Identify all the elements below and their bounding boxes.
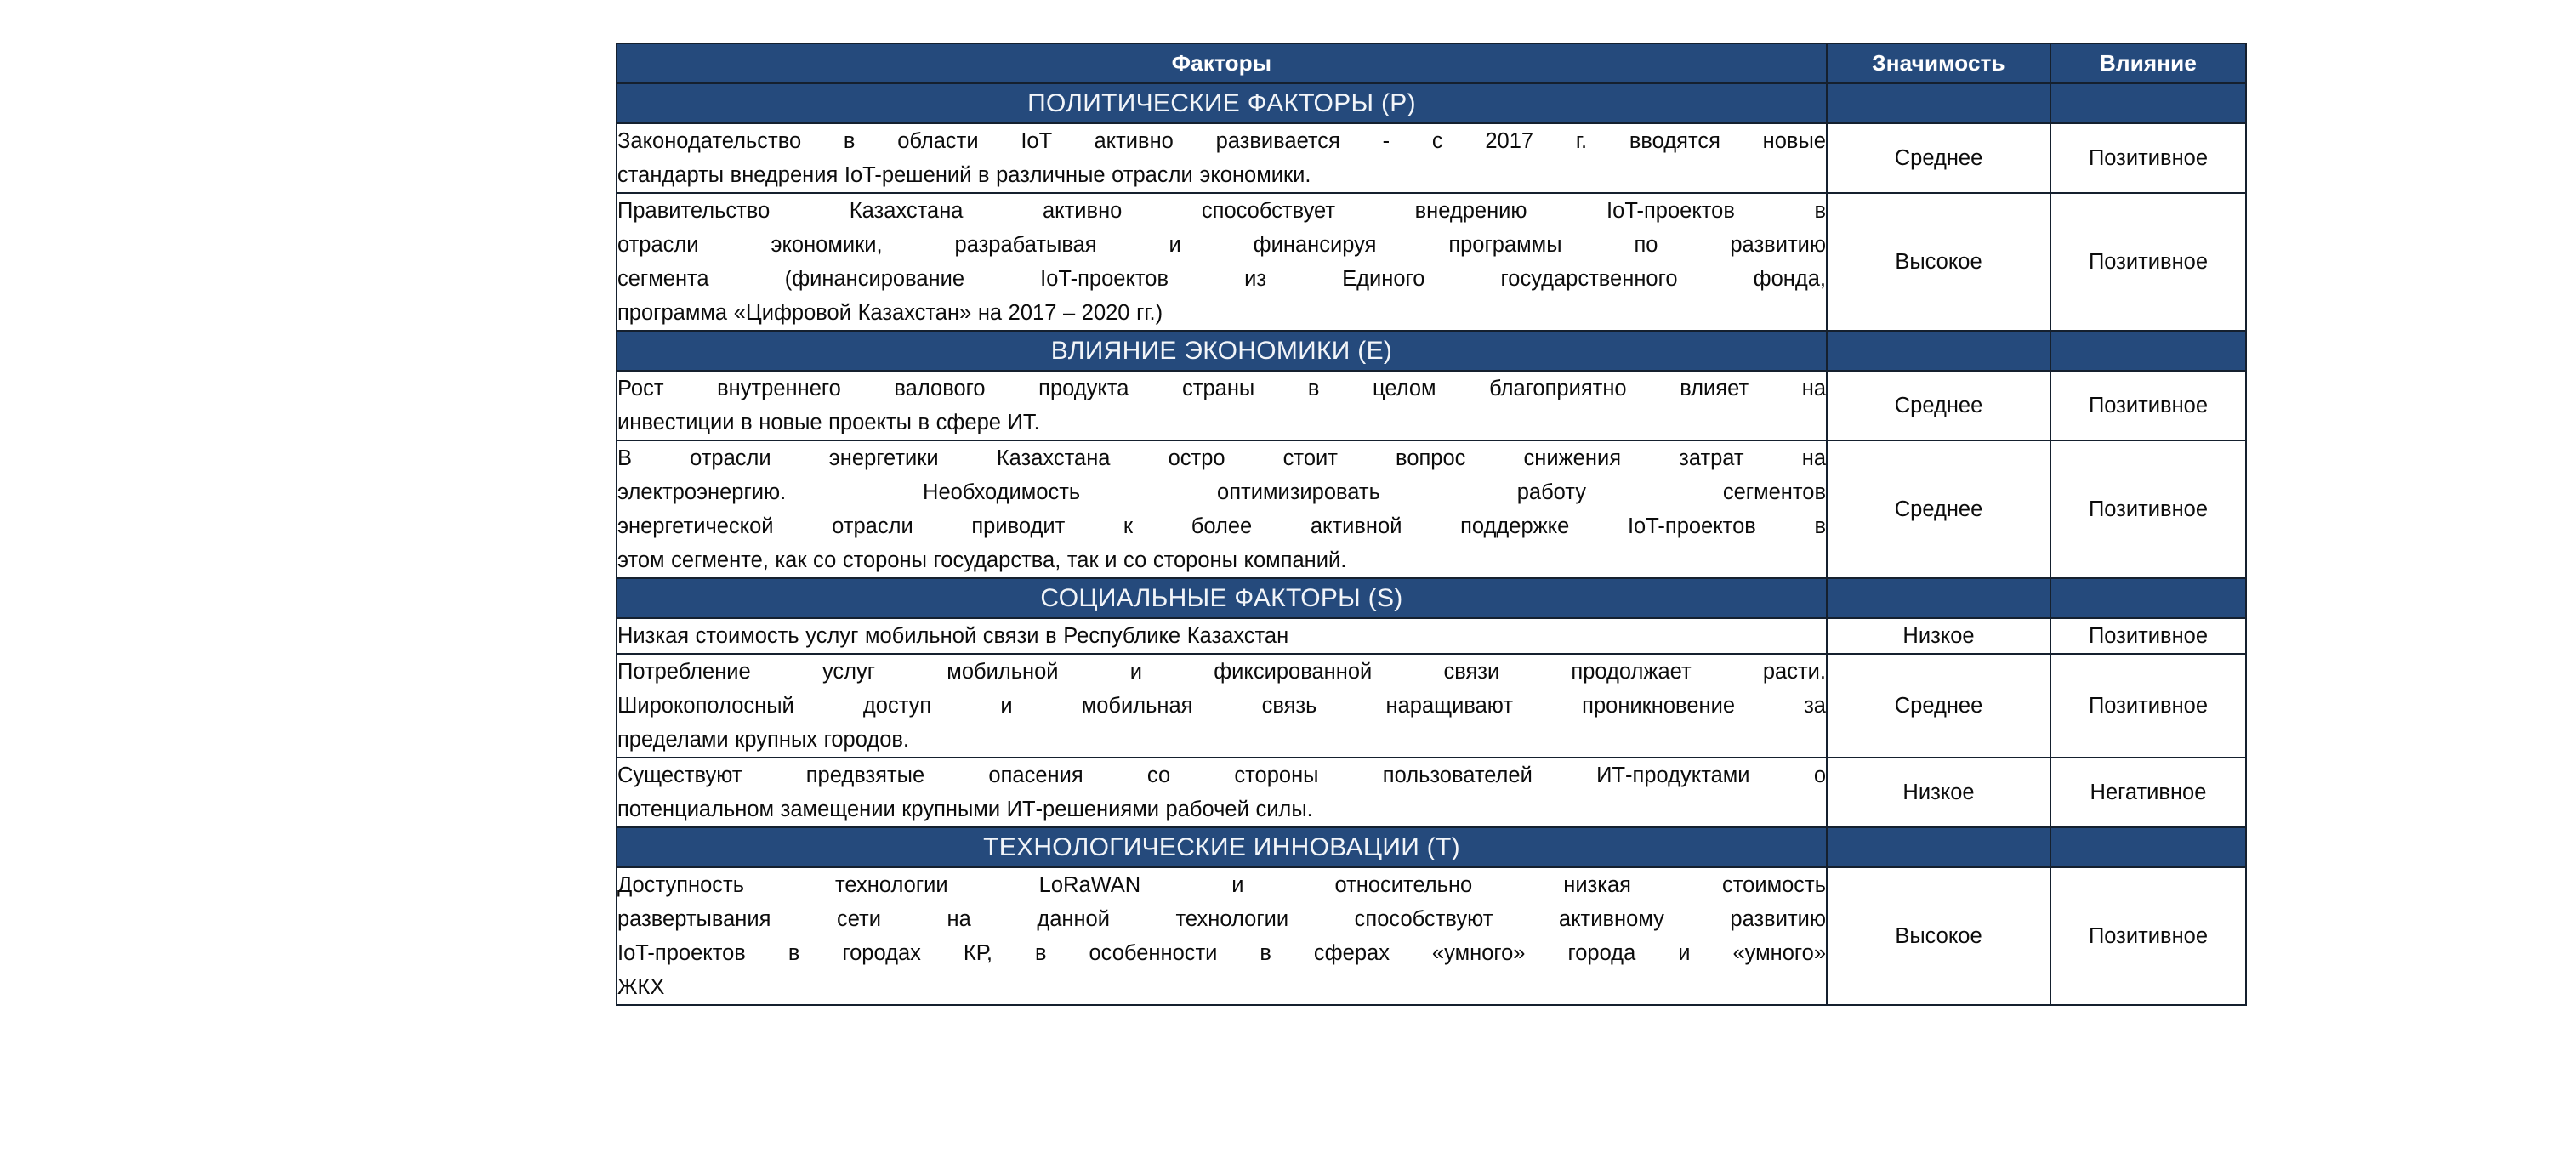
factor-text-line: Широкополосный доступ и мобильная связь наращивают проникновение за <box>617 694 1826 718</box>
factor-text-line: электроэнергию. Необходимость оптимизировать работу сегментов <box>617 480 1826 504</box>
table-body <box>617 83 2246 1005</box>
column-header-factors: Факторы <box>617 43 1827 83</box>
impact-value-cell: Позитивное <box>2050 193 2246 331</box>
section-band-impact-cell <box>2050 83 2246 123</box>
table-row <box>617 371 2246 440</box>
table-row <box>617 440 2246 578</box>
factor-text-line: пределами крупных городов. <box>617 728 910 752</box>
table-row <box>617 758 2246 827</box>
significance-value-cell: Низкое <box>1827 758 2050 827</box>
factor-description-cell <box>617 440 1827 578</box>
significance-value-cell: Низкое <box>1827 618 2050 654</box>
factor-text-line: отрасли экономики, разрабатывая и финансируя программы по развитию <box>617 233 1826 257</box>
section-band-significance-cell <box>1827 578 2050 618</box>
pest-analysis-table <box>616 43 2247 1006</box>
section-band-impact-cell <box>2050 827 2246 867</box>
factor-text-line: инвестиции в новые проекты в сфере ИТ. <box>617 411 1040 434</box>
table-header-row <box>617 43 2246 83</box>
factor-text-line: Правительство Казахстана активно способствует внедрению IoT-проектов в <box>617 199 1826 223</box>
factor-text-line: потенциальном замещении крупными ИТ-решениями рабочей силы. <box>617 798 1313 821</box>
section-band-row <box>617 331 2246 371</box>
factor-text-line: IoT-проектов в городах КР, в особенности в сферах «умного» города и «умного» <box>617 941 1826 965</box>
table-row <box>617 654 2246 758</box>
table-row <box>617 867 2246 1005</box>
factor-text-line: программа «Цифровой Казахстан» на 2017 – 2020 гг.) <box>617 301 1163 325</box>
section-band-row <box>617 578 2246 618</box>
significance-value-cell: Среднее <box>1827 123 2050 193</box>
impact-value-cell: Позитивное <box>2050 371 2246 440</box>
factor-text-line: Низкая стоимость услуг мобильной связи в Республике Казахстан <box>617 624 1289 648</box>
table-head <box>617 43 2246 83</box>
significance-value-cell: Среднее <box>1827 371 2050 440</box>
factor-text-line: Потребление услуг мобильной и фиксированной связи продолжает расти. <box>617 660 1826 684</box>
impact-value-cell: Позитивное <box>2050 440 2246 578</box>
impact-value-cell: Позитивное <box>2050 123 2246 193</box>
column-header-impact: Влияние <box>2050 43 2246 83</box>
factor-description-cell <box>617 123 1827 193</box>
factor-description-cell <box>617 758 1827 827</box>
section-band-title: СОЦИАЛЬНЫЕ ФАКТОРЫ (S) <box>617 578 1827 618</box>
significance-value-cell: Среднее <box>1827 654 2050 758</box>
factor-text-line: ЖКХ <box>617 975 665 999</box>
factor-description-cell <box>617 867 1827 1005</box>
significance-value-cell: Высокое <box>1827 867 2050 1005</box>
section-band-title: ПОЛИТИЧЕСКИЕ ФАКТОРЫ (P) <box>617 83 1827 123</box>
significance-value-cell: Высокое <box>1827 193 2050 331</box>
factor-description-cell <box>617 654 1827 758</box>
section-band-impact-cell <box>2050 331 2246 371</box>
factor-text-line: энергетической отрасли приводит к более активной поддержке IoT-проектов в <box>617 514 1826 538</box>
significance-value-cell: Среднее <box>1827 440 2050 578</box>
table-row <box>617 123 2246 193</box>
factor-text-line: Рост внутреннего валового продукта страны в целом благоприятно влияет на <box>617 377 1826 400</box>
table-row <box>617 193 2246 331</box>
impact-value-cell: Негативное <box>2050 758 2246 827</box>
section-band-significance-cell <box>1827 827 2050 867</box>
section-band-row <box>617 83 2246 123</box>
section-band-title: ВЛИЯНИЕ ЭКОНОМИКИ (E) <box>617 331 1827 371</box>
factor-description-cell <box>617 193 1827 331</box>
factor-text-line: Доступность технологии LoRaWAN и относительно низкая стоимость <box>617 873 1826 897</box>
column-header-significance: Значимость <box>1827 43 2050 83</box>
section-band-significance-cell <box>1827 331 2050 371</box>
factor-text-line: Законодательство в области IoT активно развивается - с 2017 г. вводятся новые <box>617 129 1826 153</box>
factor-description-cell <box>617 371 1827 440</box>
impact-value-cell: Позитивное <box>2050 654 2246 758</box>
factor-text-line: В отрасли энергетики Казахстана остро стоит вопрос снижения затрат на <box>617 446 1826 470</box>
factor-text-line: Существуют предвзятые опасения со стороны пользователей ИТ-продуктами о <box>617 764 1826 787</box>
impact-value-cell: Позитивное <box>2050 867 2246 1005</box>
factor-text-line: сегмента (финансирование IoT-проектов из Единого государственного фонда, <box>617 267 1826 291</box>
impact-value-cell: Позитивное <box>2050 618 2246 654</box>
section-band-impact-cell <box>2050 578 2246 618</box>
factor-description-cell <box>617 618 1827 654</box>
factor-text-line: этом сегменте, как со стороны государства, так и со стороны компаний. <box>617 548 1347 572</box>
section-band-significance-cell <box>1827 83 2050 123</box>
section-band-row <box>617 827 2246 867</box>
section-band-title: ТЕХНОЛОГИЧЕСКИЕ ИННОВАЦИИ (T) <box>617 827 1827 867</box>
table-row <box>617 618 2246 654</box>
factor-text-line: стандарты внедрения IoT-решений в различные отрасли экономики. <box>617 163 1311 187</box>
factor-text-line: развертывания сети на данной технологии способствуют активному развитию <box>617 907 1826 931</box>
